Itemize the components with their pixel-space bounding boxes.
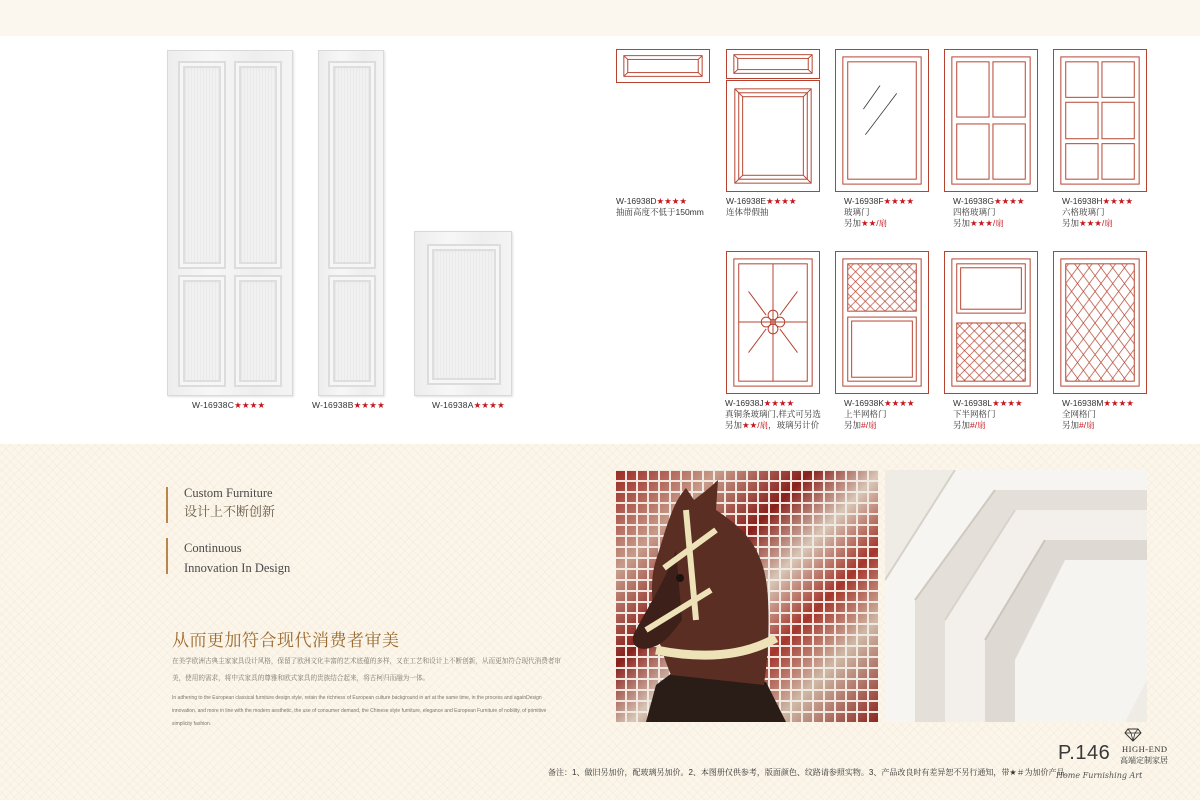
swatch-label-g: W-16938G★★★★ 四格玻璃门 另加★★★/扇 [953, 196, 1025, 228]
door-panel [178, 275, 226, 387]
swatch-w16938j [726, 251, 820, 394]
swatch-label-f: W-16938F★★★★ 玻璃门 另加★★/扇 [844, 196, 915, 228]
door-panel [328, 61, 376, 269]
swatch-label-h: W-16938H★★★★ 六格玻璃门 另加★★★/扇 [1062, 196, 1133, 228]
door-panel [234, 275, 282, 387]
heading-bar-2 [166, 538, 168, 574]
swatch-label-k: W-16938K★★★★ 上半网格门 另加#/扇 [844, 398, 915, 430]
swatch-w16938f [835, 49, 929, 192]
body-en-line3: simplicity fashion. [172, 721, 212, 727]
swatch-label-l: W-16938L★★★★ 下半网格门 另加#/扇 [953, 398, 1023, 430]
door-caption-c: W-16938C★★★★ [192, 400, 266, 410]
swatch-w16938l [944, 251, 1038, 394]
door-caption-b: W-16938B★★★★ [312, 400, 385, 410]
door-detail-photo [885, 470, 1147, 722]
body-en-line2: innovation, and more in line with the modern aesthetic, the use of consumer demand, the Chinese style furniture, elegance and European Furniture of nobility, of primitive [172, 708, 547, 714]
diamond-icon [1124, 728, 1142, 742]
door-panel [178, 61, 226, 269]
heading1-cn: 设计上不断创新 [184, 505, 276, 520]
heading-bar-1 [166, 487, 168, 523]
swatch-w16938e-door [726, 80, 820, 192]
door-w16938b [318, 50, 384, 396]
heading2-line1: Continuous [184, 541, 242, 555]
door-caption-a: W-16938A★★★★ [432, 400, 505, 410]
swatch-w16938e-drawer [726, 49, 820, 79]
door-w16938a [414, 231, 512, 396]
brand-en: HIGH-END [1122, 744, 1168, 754]
swatch-w16938m [1053, 251, 1147, 394]
brand-cn: 高端定制家居 [1120, 756, 1168, 765]
page-number: P.146 [1058, 742, 1111, 764]
swatch-label-j: W-16938J★★★★ 真铜条玻璃门,样式可另选 另加★★/扇，玻璃另计价 [725, 398, 821, 430]
heading1-en: Custom Furniture [184, 486, 273, 500]
body-cn-line2: 美，使用的需求，将中式家具的尊雅和欧式家具的贵族结合起来，将古柯归而融为一体。 [172, 675, 430, 682]
door-panel [328, 275, 376, 387]
door-panel [234, 61, 282, 269]
horse-sculpture-photo [616, 470, 878, 722]
swatch-label-d: W-16938D★★★★ 抽面高度不低于150mm [616, 196, 704, 217]
body-cn-line1: 在美学欧洲古典主家家具设计风格，保留了欧洲文化丰富的艺术底蕴的多样，又在工艺和设计上不断创新，从而更加符合现代消费者审 [172, 658, 562, 665]
section-title: 从而更加符合现代消费者审美 [172, 631, 400, 651]
swatch-w16938d [616, 49, 710, 83]
swatch-w16938h [1053, 49, 1147, 192]
heading2-line2: Innovation In Design [184, 561, 291, 575]
door-panel [427, 244, 501, 385]
swatch-w16938k [835, 251, 929, 394]
brand-script: Home Furnishing Art [1056, 771, 1143, 780]
swatch-label-e: W-16938E★★★★ 连体带假抽 [726, 196, 797, 217]
swatch-label-m: W-16938M★★★★ 全网格门 另加#/扇 [1062, 398, 1134, 430]
swatch-w16938g [944, 49, 1038, 192]
top-band [0, 0, 1200, 36]
body-en-line1: In adhering to the European classical furniture design style, retain the richness of European culture background in art at the same time, in the process and againDesign [172, 695, 542, 701]
door-w16938c [167, 50, 293, 396]
footer-note: 备注：1、做旧另加价，配玻璃另加价。2、本图册仅供参考，版面颜色、纹路请参照实物。3、产品改良时有差异恕不另行通知，带★＃为加价产品。 [548, 768, 1073, 777]
